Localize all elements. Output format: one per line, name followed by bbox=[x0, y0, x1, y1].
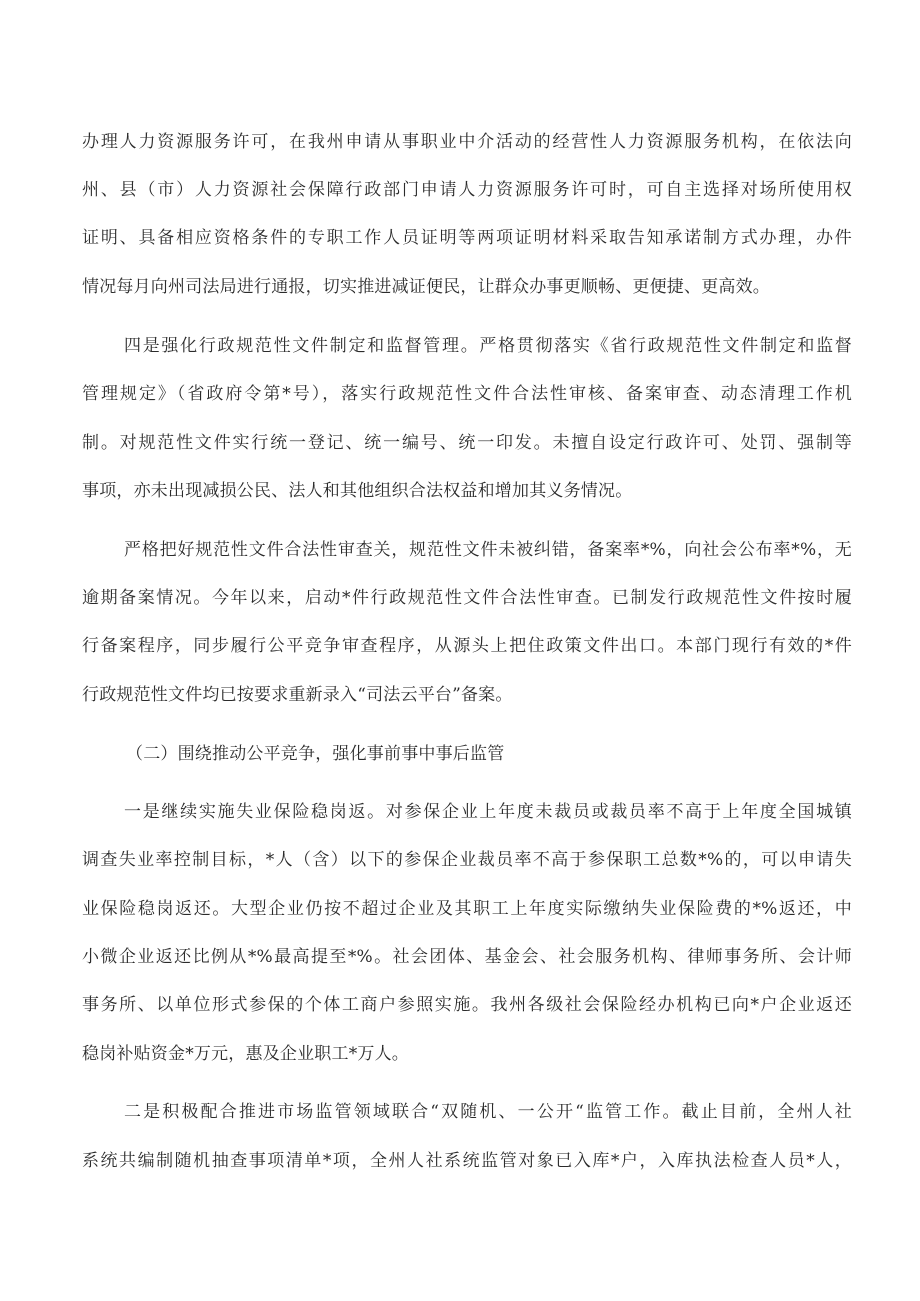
paragraph-line: 调查失业率控制目标，*人（含）以下的参保企业裁员率不高于参保职工总数*%的，可以申请失 bbox=[82, 850, 852, 870]
paragraph-line: 逾期备案情况。今年以来，启动*件行政规范性文件合法性审查。已制发行政规范性文件按时履 bbox=[82, 588, 852, 608]
paragraph-line: 一是继续实施失业保险稳岗返。对参保企业上年度未裁员或裁员率不高于上年度全国城镇 bbox=[124, 802, 852, 822]
paragraph-line: 事项，亦未出现减损公民、法人和其他组织合法权益和增加其义务情况。 bbox=[82, 481, 633, 501]
paragraph-line: 情况每月向州司法局进行通报，切实推进减证便民，让群众办事更顺畅、更便捷、更高效。 bbox=[82, 277, 770, 297]
paragraph-line: 行备案程序，同步履行公平竞争审查程序，从源头上把住政策文件出口。本部门现行有效的*件 bbox=[82, 636, 852, 656]
paragraph-line: 严格把好规范性文件合法性审查关，规范性文件未被纠错，备案率*%，向社会公布率*%，无 bbox=[124, 540, 852, 560]
paragraph-line: 证明、具备相应资格条件的专职工作人员证明等两项证明材料采取告知承诺制方式办理，办件 bbox=[82, 228, 852, 248]
paragraph-line: 制。对规范性文件实行统一登记、统一编号、统一印发。未擅自设定行政许可、处罚、强制等 bbox=[82, 433, 852, 453]
paragraph-line: 四是强化行政规范性文件制定和监督管理。严格贯彻落实《省行政规范性文件制定和监督 bbox=[124, 336, 852, 356]
paragraph-line: 办理人力资源服务许可，在我州申请从事职业中介活动的经营性人力资源服务机构，在依法向 bbox=[82, 132, 852, 152]
paragraph-line: 事务所、以单位形式参保的个体工商户参照实施。我州各级社会保险经办机构已向*户企业返还 bbox=[82, 995, 852, 1015]
paragraph-line: 州、县（市）人力资源社会保障行政部门申请人力资源服务许可时，可自主选择对场所使用权 bbox=[82, 180, 852, 200]
section-heading: （二）围绕推动公平竞争，强化事前事中事后监管 bbox=[126, 744, 505, 764]
paragraph-line: 行政规范性文件均已按要求重新录入“司法云平台”备案。 bbox=[82, 685, 513, 705]
paragraph-line: 二是积极配合推进市场监管领域联合“双随机、一公开“监管工作。截止目前，全州人社 bbox=[124, 1102, 852, 1122]
paragraph-line: 管理规定》（省政府令第*号），落实行政规范性文件合法性审核、备案审查、动态清理工作机 bbox=[82, 384, 852, 404]
paragraph-line: 稳岗补贴资金*万元，惠及企业职工*万人。 bbox=[82, 1044, 409, 1064]
paragraph-line: 业保险稳岗返还。大型企业仍按不超过企业及其职工上年度实际缴纳失业保险费的*%返还，中 bbox=[82, 899, 852, 919]
paragraph-line: 小微企业返还比例从*%最高提至*%。社会团体、基金会、社会服务机构、律师事务所、会计师 bbox=[82, 947, 852, 967]
paragraph-line: 系统共编制随机抽查事项清单*项，全州人社系统监管对象已入库*户，入库执法检查人员*人， bbox=[82, 1151, 852, 1171]
